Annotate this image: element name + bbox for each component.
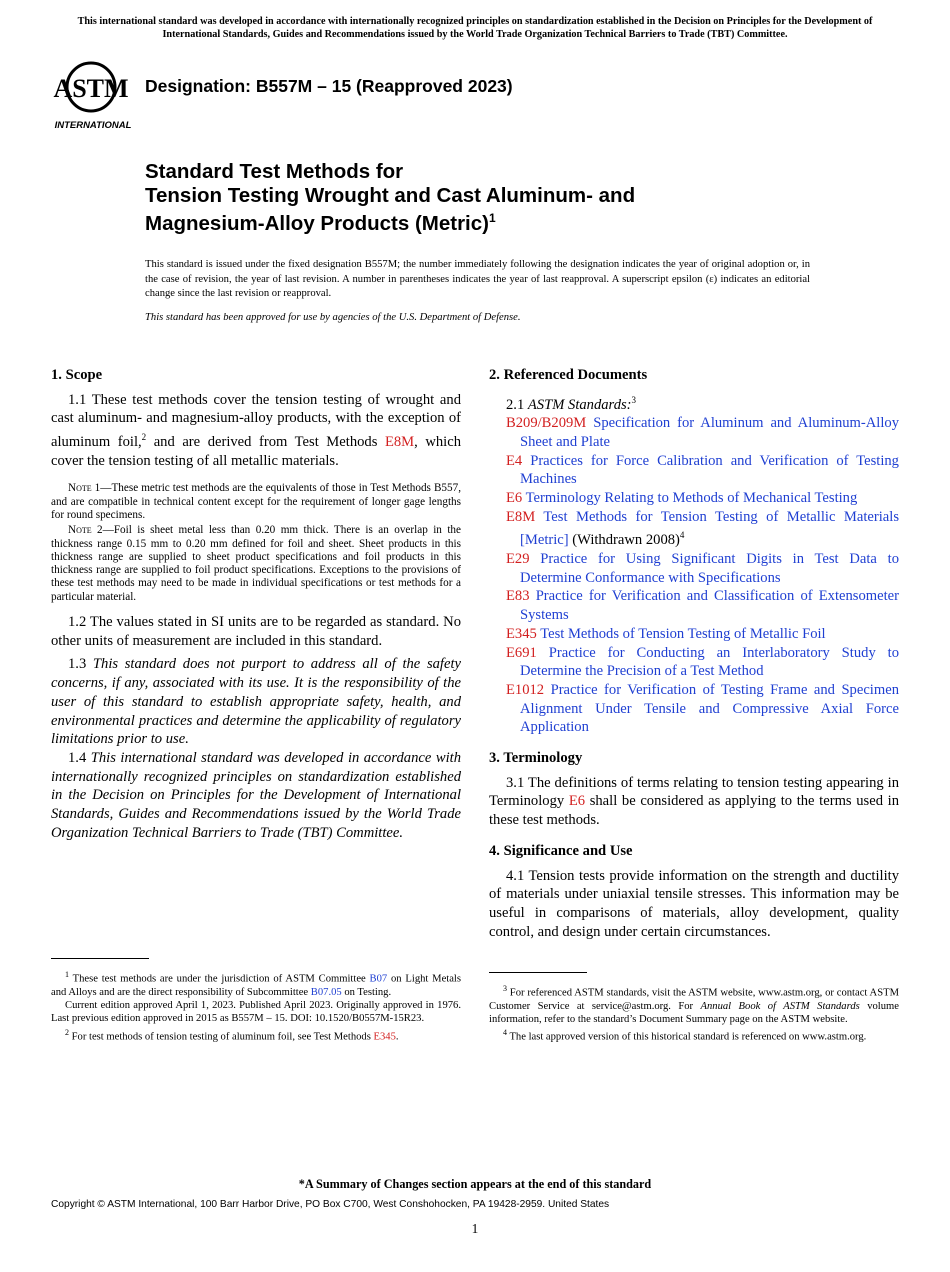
footnote-3 xyxy=(489,982,899,1026)
footnote-2-text-a: For test methods of tension testing of aluminum foil, see Test Methods xyxy=(69,1031,374,1043)
subheading-number: 2.1 xyxy=(506,396,528,413)
title-footnote-mark: 1 xyxy=(489,211,496,225)
section-heading-significance: 4. Significance and Use xyxy=(489,842,633,859)
terminology-p1-text-a: 3.1 The definitions of terms relating to tension testing appearing in Terminology xyxy=(489,774,899,810)
footnote-1-mark: 1 xyxy=(65,970,69,979)
top-notice: This international standard was developed in accordance with internationally recognized principles on standardization established in the Decision on Principles for the Development of International Standards, Guides and Recommendations issued by the World Trade Organization Technical Barriers to Trade (TBT) Committee. xyxy=(77,16,873,40)
reference-title-link[interactable]: Practice for Verification of Testing Frame and Specimen Alignment Under Tensile and Compressive Axial Force Application xyxy=(520,681,899,736)
reference-code-link[interactable]: E29 xyxy=(506,551,530,568)
reference-code-link[interactable]: E4 xyxy=(506,452,523,469)
footnote-4-text: The last approved version of this historical standard is referenced on www.astm.org. xyxy=(507,1031,867,1043)
reference-item xyxy=(489,508,899,550)
scope-p3-text: This standard does not purport to address all of the safety concerns, if any, associated with its use. It is the responsibility of the user of this standard to establish appropriate safety, health, and environmental practices and determine the applicability of regulatory limitations prior to use. xyxy=(51,656,461,748)
footnote-3-text-a: For referenced ASTM standards, visit the ASTM website, www.astm.org, or contact ASTM Customer Service at service@astm.org. For xyxy=(489,987,899,1012)
reference-withdrawn-note: (Withdrawn 2008) xyxy=(568,532,680,549)
footnote-1-text-a: These test methods are under the jurisdiction of ASTM Committee xyxy=(69,973,370,985)
dod-note: This standard has been approved for use by agencies of the U.S. Department of Defense. xyxy=(145,312,521,323)
left-column xyxy=(51,366,461,842)
footnote-ref-4[interactable]: 4 xyxy=(679,530,685,541)
note-1-label: Note 1 xyxy=(68,482,101,495)
reference-title-link[interactable]: Test Methods of Tension Testing of Metallic Foil xyxy=(540,625,826,642)
title-line-2: Tension Testing Wrought and Cast Aluminum- and xyxy=(145,183,636,207)
footnote-2-mark: 2 xyxy=(65,1027,69,1037)
logo-word: INTERNATIONAL xyxy=(54,120,132,131)
reference-title-link[interactable]: Practice for Using Significant Digits in Test Data to Determine Conformance with Specifications xyxy=(520,551,899,586)
reference-item xyxy=(489,625,899,644)
reference-item xyxy=(489,489,899,508)
note-2 xyxy=(51,524,461,604)
reference-code-link[interactable]: E691 xyxy=(506,644,537,661)
summary-of-changes-note: *A Summary of Changes section appears at the end of this standard xyxy=(298,1177,652,1191)
title-line-3-text: Magnesium-Alloy Products (Metric) xyxy=(145,211,489,235)
subheading-label: ASTM Standards: xyxy=(527,396,632,413)
reference-code-link[interactable]: B209/B209M xyxy=(506,415,587,432)
title-line-1: Standard Test Methods for xyxy=(145,160,404,183)
page-number: 1 xyxy=(471,1221,479,1236)
footnote-1-text-c: on Testing. xyxy=(341,986,392,998)
document-title xyxy=(145,160,635,235)
title-line-3 xyxy=(145,207,635,235)
scope-p3-number: 1.3 xyxy=(68,656,93,673)
note-1-text: —These metric test methods are the equivalents of those in Test Methods B557, and are compatible in technical content except for the requirement of longer gage lengths for round specimens. xyxy=(51,482,461,521)
reference-code-link[interactable]: E6 xyxy=(506,490,523,507)
footnote-3-italic: Annual Book of ASTM Standards xyxy=(700,1000,860,1012)
reference-code-link[interactable]: E83 xyxy=(506,588,530,605)
reference-item xyxy=(489,587,899,624)
link-e345-footnote[interactable]: E345 xyxy=(373,1031,396,1043)
reference-item xyxy=(489,644,899,681)
note-2-label: Note 2 xyxy=(68,524,103,537)
footnote-1-edition: Current edition approved April 1, 2023. Published April 2023. Originally approved in 1976. Last previous edition approved in 2015 as B557M – 15. DOI: 10.1520/B0557M-15R23. xyxy=(51,1000,461,1025)
scope-paragraph-1 xyxy=(51,391,461,471)
copyright-line: Copyright © ASTM International, 100 Barr Harbor Drive, PO Box C700, West Conshohocken, PA 19428-2959. United States xyxy=(51,1199,610,1210)
scope-paragraph-2: 1.2 The values stated in SI units are to be regarded as standard. No other units of measurement are included in this standard. xyxy=(51,614,461,649)
scope-paragraph-4 xyxy=(51,749,461,843)
footnote-ref-3[interactable]: 3 xyxy=(631,394,637,405)
reference-title-link[interactable]: Practices for Force Calibration and Verification of Testing Machines xyxy=(520,452,899,488)
section-heading-referenced-documents: 2. Referenced Documents xyxy=(489,367,648,383)
footnote-4-mark: 4 xyxy=(503,1028,507,1038)
reference-item xyxy=(489,414,899,451)
astm-logo xyxy=(53,55,135,133)
reference-item xyxy=(489,452,899,489)
reference-title-link[interactable]: Test Methods for Tension Testing of Metallic Materials [Metric] xyxy=(520,508,900,549)
logo-letters: ASTM xyxy=(53,74,129,103)
scope-p4-text: This international standard was developed in accordance with internationally recognized principles on standardization established in the Decision on Principles for the Development of International Standards, Guides and Recommendations issued by the World Trade Organization Technical Barriers to Trade (TBT) Committee. xyxy=(51,749,462,841)
scope-p1-text-c: , which cover the tension testing of all metallic materials. xyxy=(51,433,461,469)
footnote-1-text-b: on Light Metals and Alloys and are the direct responsibility of Subcommittee xyxy=(51,973,461,998)
scope-p1-text-a: 1.1 These test methods cover the tension testing of wrought and cast aluminum- and magnesium-alloy products, with the exception of aluminum foil, xyxy=(51,391,461,450)
footnote-1 xyxy=(51,968,461,999)
note-1 xyxy=(51,482,461,522)
astm-standards-subheading xyxy=(489,391,899,415)
terminology-paragraph-1 xyxy=(489,774,899,830)
reference-title-link[interactable]: Practice for Conducting an Interlaboratory Study to Determine the Precision of a Test Method xyxy=(520,644,899,680)
terminology-p1-text-b: shall be considered as applying to the terms used in these test methods. xyxy=(489,793,900,829)
section-heading-terminology: 3. Terminology xyxy=(489,750,583,767)
footnote-4 xyxy=(489,1026,899,1044)
right-column xyxy=(489,366,899,941)
footnote-ref-2[interactable]: 2 xyxy=(141,432,147,443)
issue-note: This standard is issued under the fixed designation B557M; the number immediately following the designation indicates the year of original adoption or, in the case of revision, the year of last revision. A number in parentheses indicates the year of last reapproval. A superscript epsilon (ε) indicates an editorial change since the last revision or reapproval. xyxy=(145,259,810,299)
reference-title-link[interactable]: Terminology Relating to Methods of Mechanical Testing xyxy=(525,490,858,507)
footnote-rule-left xyxy=(51,958,149,959)
link-e8m[interactable]: E8M xyxy=(384,433,415,450)
link-b07-05[interactable]: B07.05 xyxy=(310,986,342,998)
footnote-3-text-b: volume information, refer to the standard’s Document Summary page on the ASTM website. xyxy=(489,1000,899,1026)
reference-item xyxy=(489,550,899,587)
footnote-3-mark: 3 xyxy=(503,984,507,993)
footnotes-left xyxy=(51,968,461,1044)
scope-paragraph-3 xyxy=(51,655,461,749)
referenced-standards-list xyxy=(489,414,899,737)
reference-code-link[interactable]: E1012 xyxy=(506,681,545,698)
footnote-2-text-b: . xyxy=(395,1031,399,1043)
link-e6-terminology[interactable]: E6 xyxy=(568,793,586,810)
scope-p4-number: 1.4 xyxy=(68,749,91,766)
footnote-2 xyxy=(51,1026,461,1044)
section-heading-scope: 1. Scope xyxy=(51,367,103,383)
reference-code-link[interactable]: E345 xyxy=(506,625,537,642)
footnote-rule-right xyxy=(489,972,587,973)
reference-code-link[interactable]: E8M xyxy=(506,508,536,525)
link-b07[interactable]: B07 xyxy=(369,973,388,985)
reference-title-link[interactable]: Specification for Aluminum and Aluminum-Alloy Sheet and Plate xyxy=(520,415,899,450)
scope-p1-text-b: and are derived from Test Methods xyxy=(146,433,385,450)
reference-title-link[interactable]: Practice for Verification and Classification of Extensometer Systems xyxy=(520,588,899,624)
note-2-text: —Foil is sheet metal less than 0.20 mm thick. There is an overlap in the thickness range 0.15 mm to 0.20 mm defined for foil and sheet. Sheet products in this thickness range are supplied to sheet product specifications and foil products in this thickness range are supplied to foil product specifications. Exceptions to the provisions of these test methods may need to be made in individual specifications or test methods for a particular material. xyxy=(51,524,461,603)
significance-paragraph-1: 4.1 Tension tests provide information on the strength and ductility of materials under uniaxial tensile stresses. This information may be useful in comparisons of materials, alloy development, quality control, and design under certain circumstances. xyxy=(489,867,899,940)
footnotes-right xyxy=(489,982,899,1044)
reference-item xyxy=(489,681,899,737)
designation: Designation: B557M – 15 (Reapproved 2023) xyxy=(145,76,513,96)
